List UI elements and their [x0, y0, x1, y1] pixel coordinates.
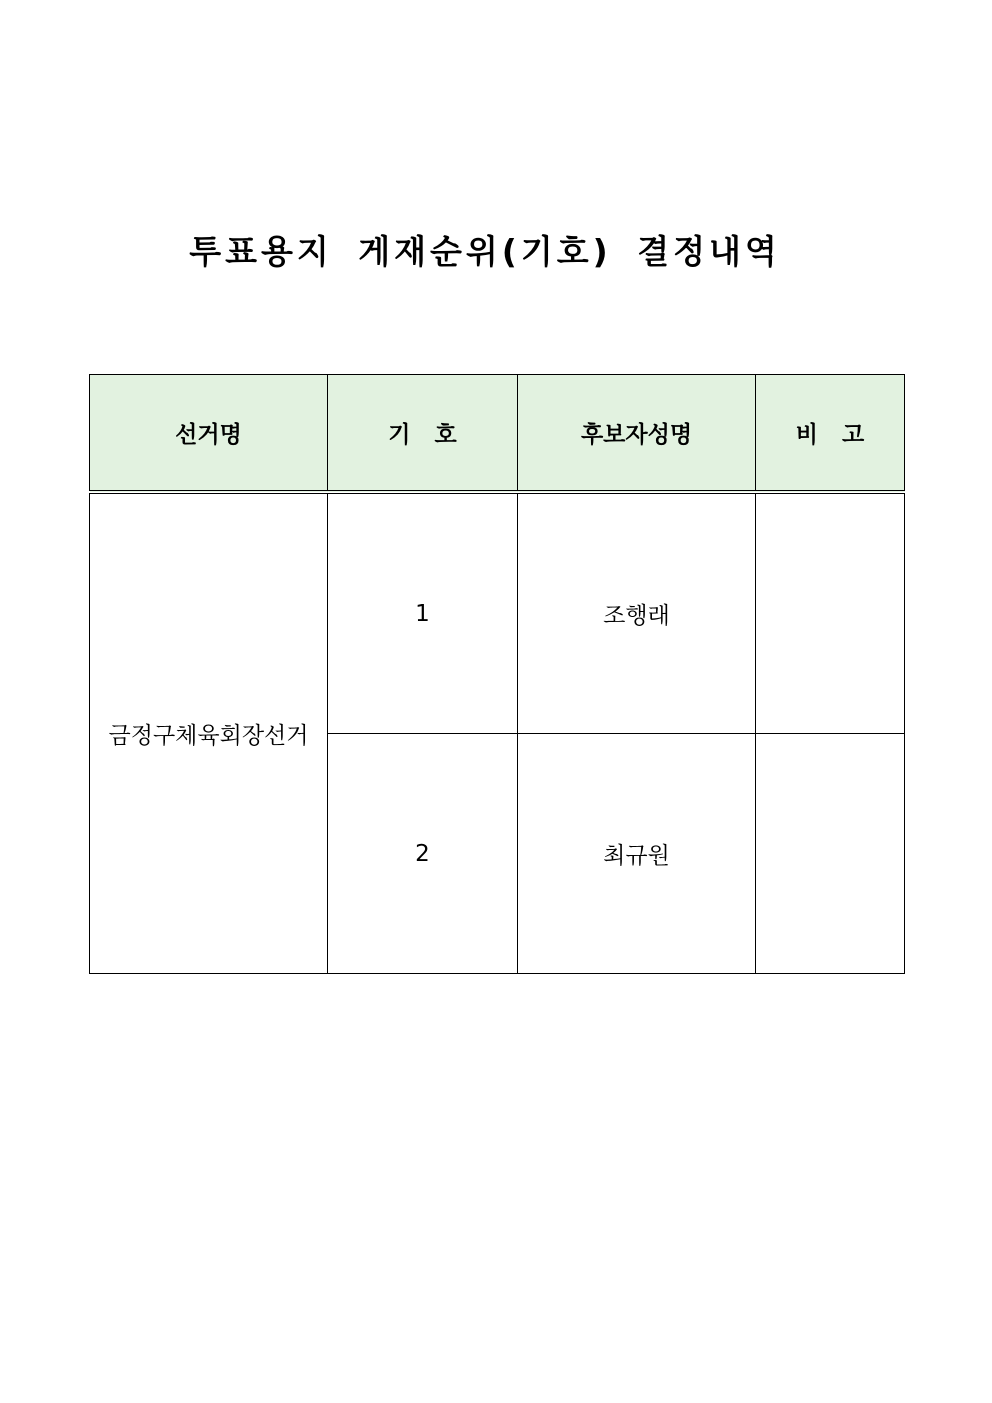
remarks-cell: [756, 734, 905, 974]
header-candidate-name: 후보자성명: [518, 375, 756, 493]
election-name-cell: 금정구체육회장선거: [90, 492, 328, 974]
number-cell: 2: [328, 734, 518, 974]
candidate-cell: 조행래: [518, 492, 756, 734]
header-number: 기 호: [328, 375, 518, 493]
ballot-order-table: [89, 374, 905, 974]
header-election-name: 선거명: [90, 375, 328, 493]
number-cell: 1: [328, 492, 518, 734]
header-remarks: 비 고: [756, 375, 905, 493]
remarks-cell: [756, 492, 905, 734]
candidate-cell: 최규원: [518, 734, 756, 974]
table-row: [90, 492, 905, 734]
table-header-row: [90, 375, 905, 493]
page-title: 투표용지 게재순위(기호) 결정내역: [189, 232, 781, 271]
